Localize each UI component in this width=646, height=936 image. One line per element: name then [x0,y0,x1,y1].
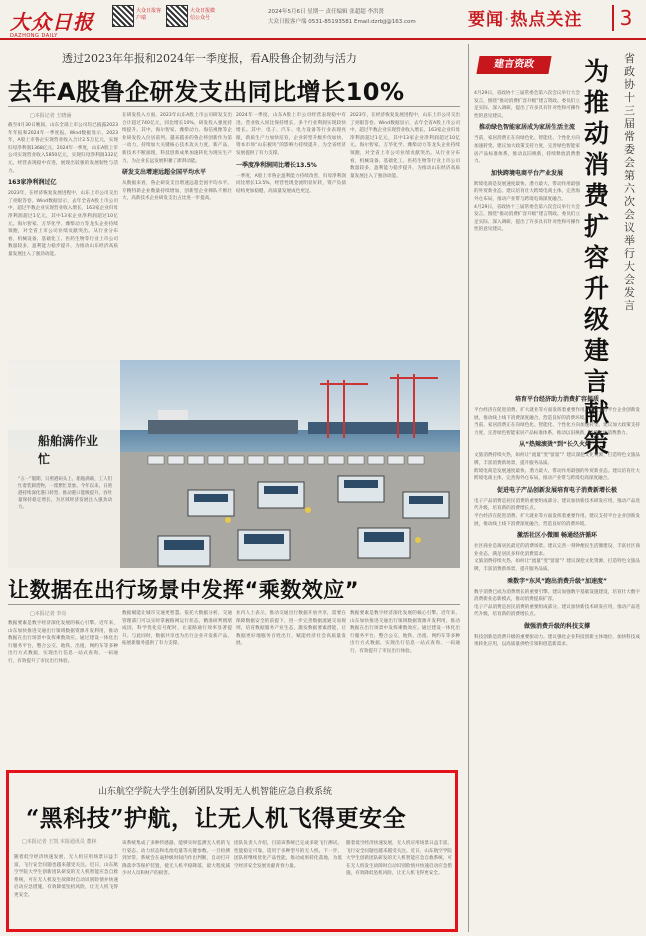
right-paragraph: 4月29日，省政协十三届常委会第六次会议举行大会发言，围绕“推动消费扩容升级”建言资政。委员们立足实际、深入调研，提出了许多具有针对性和可操作性的意见建议。 [474,91,580,119]
photo-caption-text: “五一”假期，日照港码头上，船舶满载，工人们忙着装卸货物，一派繁忙景象。今年以来，日照港持续深化港口转型，推动港口能级提升，吞吐量保持稳定增长，为区域经济发展注入强劲动力。 [18,477,112,510]
right-paragraph: 文旅消费持续火热，如何让“流量”变“留量”？建议深挖文化资源，打造特色文旅品牌，丰富消费新场景，提升服务品质。 [474,453,640,466]
right-subhead: 加快跨境电商平台产业发展 [490,169,563,177]
highlight-headline[interactable]: “黑科技”护航，让无人机飞得更安全 [26,805,406,832]
right-paragraph: 平台经济在促进消费、扩大就业等方面发挥着重要作用。建议支持平台企业创新发展，推动线上线下消费深度融合，营造良好的消费环境。 [474,513,640,527]
divider [8,604,460,605]
column-divider [468,44,469,932]
highlight-column-1 [14,854,118,928]
highlight-column-3 [234,840,342,928]
right-paragraph: 4月29日，省政协十三届常委会第六次会议举行大会发言，围绕“推动消费扩容升级”建言资政。委员们立足实际、深入调研，提出了许多具有针对性和可操作性的意见建议。 [474,204,580,233]
second-column-3 [236,610,346,766]
second-column-2 [122,610,232,766]
right-paragraph: 跨境电商是发展速度最快、潜力最大、带动作用最强的外贸新业态。建议培育壮大跨境电商主体，完善海外仓布局，推动产业带与跨境电商深度融合。 [474,181,580,202]
highlight-paragraph: 随着低空经济快速发展，无人机应用场景日益丰富，飞行安全问题也越来越受关注。近日，山东航空学院大学生创新团队研发的无人机智能应急自救系统，可在无人机发生故障时自动识别险情并快速启动应急措施，有效降低坠机风险，让无人机飞得更安全。 [346,841,452,877]
second-byline: □本报记者 李亮 [30,611,67,617]
main-paragraph: 一季度，A股上市鲁企盈利能力持续改善，归母净利润同比增长13.5%，经营性现金流明显好转，资产负债结构更加稳健，高质量发展成色更足。 [236,173,346,194]
section-separator: · [504,10,511,30]
main-paragraph: 在研发投入方面，2023年山东A股上市公司研发支出合计超过740亿元，同比增长10%，研发投入强度持续提升。其中，海尔智家、潍柴动力、海信视像等企业研发投入位居前列。越来越多的鲁企将创新作为第一动力，持续加大关键核心技术攻关力度，新产品、新技术不断涌现，科技创新成果加速转化为现实生产力，为企业长远发展积蓄了澎湃动能。 [122,113,232,164]
highlight-byline: □本报记者 王凯 本报通讯员 董林 [22,839,97,845]
main-subhead: 163家净利润过亿 [8,179,57,187]
right-subhead: 乘数字“东风”跑出消费升级“加速度” [507,577,607,585]
main-subhead: 一季度净利润同比增长13.5% [236,161,317,169]
second-paragraph: 业内人士表示，推动交通出行数据开放共享，需要在保障数据安全的前提下，进一步完善数据流通交易规则，培育数据服务产业生态，激发数据要素潜能，让数据更好地服务百姓出行，赋能经济社会高质量发展。 [236,611,346,647]
right-paragraph: 平台经济在促进消费、扩大就业等方面发挥着重要作用。建议支持平台企业创新发展，推动线上线下消费深度融合，营造良好的消费环境。 [474,408,640,421]
qr-label-app: 大众日报客户端 [136,8,162,21]
second-paragraph: 数据赋能让城市交通更智慧。依托大数据分析，交通管理部门可以实时掌握路网运行状态，精准研判拥堵成因，科学优化信号配时，让道路通行效率显著提升。与此同时，数据共享也为出行企业开发新产品、拓展新服务提供了有力支撑。 [122,611,232,647]
right-paragraph: 文旅消费持续火热，如何让“流量”变“留量”？建议深挖文化资源，打造特色文旅品牌，丰富消费新场景，提升服务品质。 [474,559,640,572]
masthead-meta [268,7,448,27]
right-subhead: 做强消费升级的科技支撑 [523,622,590,630]
main-subhead: 研发支出增速远超全国平均水平 [122,169,207,177]
qr-code-icon[interactable] [166,5,188,27]
main-paragraph: 从数据来看，鲁企研发支出增速远超全国平均水平。专精特新企业数量持续增加，创新型企业梯队不断壮大，高新技术企业研发支出占比进一步提高。 [122,181,232,202]
photo-caption-title: 船舶满作业忙 [38,434,99,466]
main-byline: □本报记者 王晓涵 [30,113,72,119]
main-paragraph: 2024年一季度，山东A股上市公司经营表现稳中有进。营业收入同比保持增长，多个行业利润实现较快增长。其中，电子、汽车、电力设备等行业表现亮眼，新质生产力加快培育，企业转型升级步伐加快，资本市场“山东板块”的影响力持续提升，为全省经济发展提供了有力支撑。 [236,113,346,156]
right-paragraph: 社区商业是离居民最近的消费场景。建议完善一刻钟便民生活圈建设，丰富社区商业业态，满足居民多样化消费需求。 [474,544,640,557]
right-subhead: 促进电子产品创新发展培育电子消费新增长极 [496,486,617,494]
right-paragraph: 科技创新是消费升级的重要驱动力。建议强化企业科技创新主体地位，加快科技成果转化应用，以高质量供给引领和创造新需求。 [474,634,640,648]
highlight-column-2 [122,840,230,928]
right-paragraph: 数字消费已成为消费增长的重要引擎。建议加强数字基础设施建设，培育壮大数字消费新业态新模式，推动消费提质扩容。 [474,589,640,603]
second-paragraph: 数据要素是数字经济深化发展的核心引擎。近年来，山东加快推进交通出行领域数据资源开发利用，推动数据在出行场景中发挥乘数效应。通过建设一体化出行服务平台，整合公交、地铁、出租、网约车等多种出行方式数据，实现出行信息一站式查询、一码通行，有效提升了市民出行体验。 [8,621,118,664]
main-kicker: 透过2023年年报和2024年一季度报，看A股鲁企韧劲与活力 [62,52,357,65]
second-paragraph: 数据要素是数字经济深化发展的核心引擎。近年来，山东加快推进交通出行领域数据资源开发利用，推动数据在出行场景中发挥乘数效应。通过建设一体化出行服务平台，整合公交、地铁、出租、网约车等多种出行方式数据，实现出行信息一站式查询、一码通行，有效提升了市民出行体验。 [350,611,460,654]
second-column-4 [350,610,460,766]
contact-info: 大众日报客户端 0531-85193581 Email:dzrbjj@163.com [268,19,416,25]
section-name: 要闻 [468,10,504,30]
edition-info: 2024年5月6日 星期一 责任编辑 张超超 李洪贤 [268,9,384,15]
section-title [468,5,582,30]
main-column-4 [350,112,460,358]
second-column-1 [8,620,118,766]
right-column-top [474,90,580,390]
right-column-bottom [474,392,640,930]
logo-subtitle: DAZHONG DAILY [10,33,58,39]
main-headline[interactable]: 去年A股鲁企研发支出同比增长10% [8,78,405,106]
main-column-2 [122,112,232,358]
qr-label-wechat: 大众日报微信公众号 [190,8,216,21]
page-number: 3 [612,5,638,31]
right-headline[interactable]: 为推动消费扩容升级建言献策 [584,57,610,458]
right-subhead: 推动绿色智能家居成为家居生活主流 [478,124,575,132]
main-paragraph: 2023年，在经济恢复发展进程中，山东上市公司交出了亮眼答卷。Wind数据显示，去年全省A股上市公司中，超过半数企业实现营业收入增长，163家企业归母净利润超过1亿元，其中13家企业净利润超过10亿元。海尔智家、万华化学、潍柴动力等龙头企业持续领跑，对全省上市公司业绩贡献突出。从行业分布看，机械设备、基础化工、医药生物等行业上市公司数量较多，盈利能力稳步提升，为推动山东经济高质量发展注入了强劲动能。 [8,191,118,257]
right-paragraph: 当前，家居消费正在向绿色化、智能化、个性化方向加速转变。建议加大政策支持力度，完善绿色智能家居产品标准体系，推动以旧换新，持续释放消费潜力。 [474,423,640,436]
highlight-paragraph: 该系统集成了多种传感器，能够实时监测无人机的飞行姿态、动力状态和电池电量等关键参数。一旦检测到异常，系统会在毫秒级时间内作出判断，自动打开降落伞等保护装置，使无人机平稳降落，最大程度减少对人员和财产的损害。 [122,841,230,877]
masthead [0,0,646,40]
right-paragraph: 跨境电商是发展速度最快、潜力最大、带动作用最强的外贸新业态。建议培育壮大跨境电商主体，完善海外仓布局，推动产业带与跨境电商深度融合。 [474,468,640,482]
right-subhead: 培育平台经济助力消费扩容提质 [514,396,599,403]
highlight-kicker: 山东航空学院大学生创新团队发明无人机智能应急自救系统 [98,787,333,797]
divider [8,106,460,107]
section-subname: 热点关注 [510,10,583,30]
right-paragraph: 电子产品消费是居民消费的重要组成部分。建议加快新技术研发应用，推动产品迭代升级，培育新的消费增长点。 [474,604,640,618]
right-paragraph: 当前，家居消费正在向绿色化、智能化、个性化方向加速转变。建议加大政策支持力度，完善绿色智能家居产品标准体系，推动以旧换新，持续释放消费潜力。 [474,136,580,165]
qr-code-icon[interactable] [112,5,134,27]
highlight-paragraph: 团队负责人介绍，目前该系统已完成多轮飞行测试，性能稳定可靠，适用于多种型号的无人机。下一步，团队将继续优化产品性能，推动成果转化落地，为低空经济安全发展贡献青春力量。 [234,841,342,869]
main-column-1 [8,122,118,358]
column-badge: 建言资政 [476,56,551,74]
newspaper-logo [10,6,106,39]
right-subhead: 从“热辣滚烫”到“长久火爆” [519,441,595,449]
logo-text: 大众日报 [10,10,94,34]
right-subhead: 激活社区小微圈 畅通经济循环 [516,532,598,540]
second-headline[interactable]: 让数据在出行场景中发挥“乘数效应” [8,578,360,602]
right-side-title: 省政协十三届常委会第六次会议举行大会发言 [624,52,635,312]
highlight-paragraph: 随着低空经济快速发展，无人机应用场景日益丰富，飞行安全问题也越来越受关注。近日，山东航空学院大学生创新团队研发的无人机智能应急自救系统，可在无人机发生故障时自动识别险情并快速启动应急措施，有效降低坠机风险，让无人机飞得更安全。 [14,855,118,898]
highlight-column-4 [346,840,452,928]
main-paragraph: 截至4月30日晚间，山东全部上市公司均已披露2023年年报和2024年一季度报。Wind数据显示，2023年，A股上市鲁企实现营业收入合计2.5万亿元，实现归母净利润1368亿元。2024年一季度，山东A股上市公司实现营业收入5850亿元，实现归母净利润332亿元，经营表现稳中有进，展现出较强的发展韧性与活力。 [8,123,118,174]
main-column-3 [236,112,346,358]
main-paragraph: 2023年，在经济恢复发展进程中，山东上市公司交出了亮眼答卷。Wind数据显示，去年全省A股上市公司中，超过半数企业实现营业收入增长，163家企业归母净利润超过1亿元，其中13家企业净利润超过10亿元。海尔智家、万华化学、潍柴动力等龙头企业持续领跑，对全省上市公司业绩贡献突出。从行业分布看，机械设备、基础化工、医药生物等行业上市公司数量较多，盈利能力稳步提升，为推动山东经济高质量发展注入了强劲动能。 [350,113,460,179]
right-paragraph: 电子产品消费是居民消费的重要组成部分。建议加快新技术研发应用，推动产品迭代升级，培育新的消费增长点。 [474,498,640,512]
